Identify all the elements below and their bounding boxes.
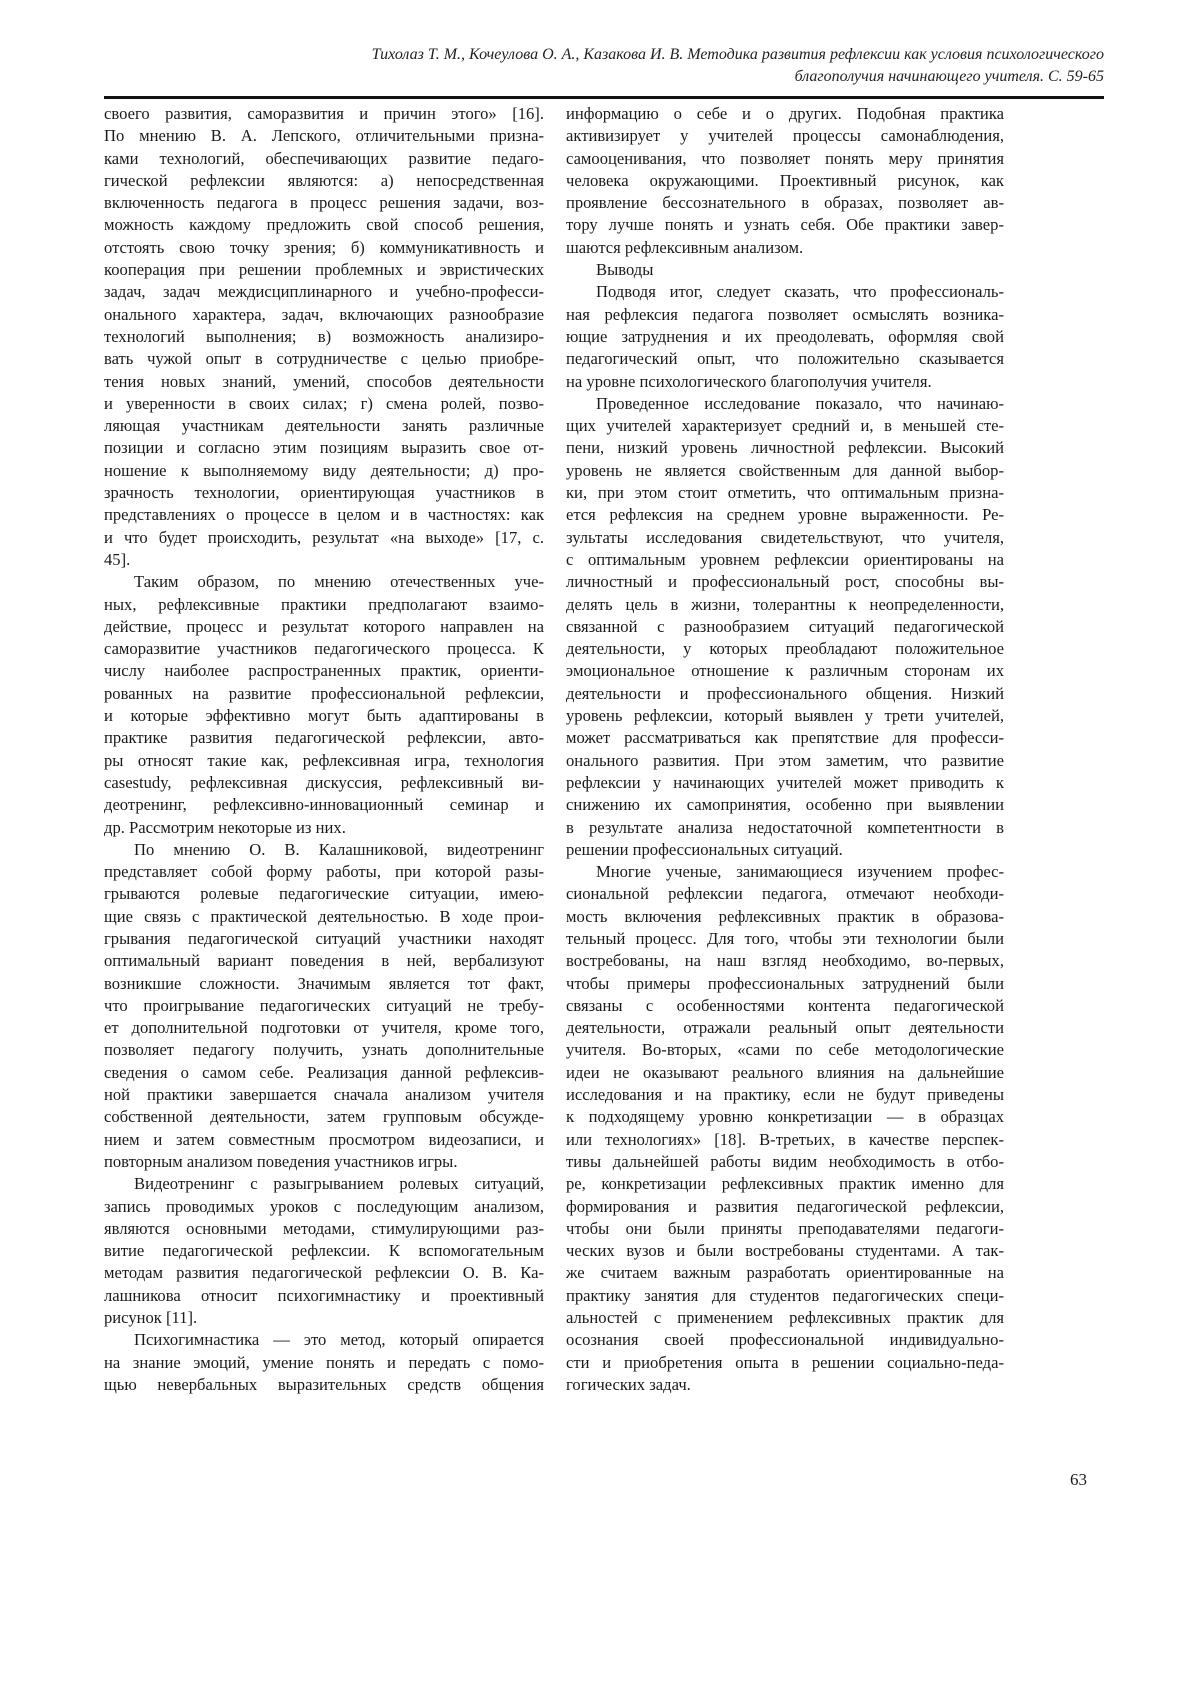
text-line: Проведенное исследование показало, что начинаю- (566, 393, 1004, 415)
text-line: позволяет педагогу получить, узнать дополнительные (104, 1039, 544, 1061)
text-line: оптимальный вариант поведения в ней, вербализуют (104, 950, 544, 972)
text-line: щие связь с практической деятельностью. В ходе прои- (104, 906, 544, 928)
text-line: на знание эмоций, умение понять и передать с помо- (104, 1352, 544, 1374)
text-line: альностей с применением рефлексивных практик для (566, 1307, 1004, 1329)
text-line: включенность педагога в процесс решения задачи, воз- (104, 192, 544, 214)
text-line: действие, процесс и результат которого направлен на (104, 616, 544, 638)
text-line: зультаты исследования свидетельствуют, что учителя, (566, 527, 1004, 549)
text-line: или технологиях» [18]. В-третьих, в качестве перспек- (566, 1129, 1004, 1151)
text-line: делять цель в жизни, толерантны к неопределенности, (566, 594, 1004, 616)
text-line: тору лучше понять и узнать себя. Обе практики завер- (566, 214, 1004, 236)
page-number: 63 (1070, 1470, 1087, 1490)
text-line: чтобы они были приняты преподавателями педагоги- (566, 1218, 1004, 1240)
text-line: представлениях о процессе в целом и в частностях: как (104, 504, 544, 526)
text-line: тельный процесс. Для того, чтобы эти технологии были (566, 928, 1004, 950)
text-line: связанной с разнообразием ситуаций педагогической (566, 616, 1004, 638)
text-line: решении профессиональных ситуаций. (566, 839, 1004, 861)
paragraph (566, 103, 1004, 259)
text-line: практику занятия для студентов педагогических специ- (566, 1285, 1004, 1307)
text-line: щью невербальных выразительных средств общения (104, 1374, 544, 1396)
text-line: ная рефлексия педагога позволяет осмыслять возника- (566, 304, 1004, 326)
text-line: ющие затруднения и их преодолевать, оформляя свой (566, 326, 1004, 348)
text-line: педагогический опыт, что положительно сказывается (566, 348, 1004, 370)
text-line: casestudy, рефлексивная дискуссия, рефлексивный ви- (104, 772, 544, 794)
text-line: уровень не является свойственным для данной выбор- (566, 460, 1004, 482)
paragraph (566, 861, 1004, 1396)
text-line: к подходящему уровню конкретизации — в образцах (566, 1106, 1004, 1128)
paragraph (104, 1173, 544, 1329)
text-line: сти и приобретения опыта в решении социально-педа- (566, 1352, 1004, 1374)
text-line: связаны с особенностями контента педагогической (566, 995, 1004, 1017)
text-line: щих учителей характеризует средний и, в меньшей сте- (566, 415, 1004, 437)
text-line: же считаем важным разработать ориентированные на (566, 1262, 1004, 1284)
text-line: активизирует у учителей процессы самонаблюдения, (566, 125, 1004, 147)
text-line: деятельности, у которых преобладают положительное (566, 638, 1004, 660)
text-line: на уровне психологического благополучия учителя. (566, 371, 1004, 393)
right-column (566, 103, 1004, 1396)
text-line: Выводы (566, 259, 1004, 281)
text-line: нием и затем совместным просмотром видеозаписи, и (104, 1129, 544, 1151)
running-header-line-1: Тихолаз Т. М., Кочеулова О. А., Казакова И. В. Методика развития рефлексии как условия психологического (104, 44, 1104, 66)
text-line: сведения о самом себе. Реализация данной рефлексив- (104, 1062, 544, 1084)
text-line: личностный и профессиональный рост, способны вы- (566, 571, 1004, 593)
text-line: и которые эффективно могут быть адаптированы в (104, 705, 544, 727)
text-line: исследования и на практику, если не будут приведены (566, 1084, 1004, 1106)
text-line: собственной деятельности, затем групповым обсужде- (104, 1106, 544, 1128)
text-line: онального характера, задач, включающих разнообразие (104, 304, 544, 326)
text-line: формирования и развития педагогической рефлексии, (566, 1196, 1004, 1218)
text-line: Подводя итог, следует сказать, что профессиональ- (566, 281, 1004, 303)
text-line: снижению их самопринятия, особенно при выявлении (566, 794, 1004, 816)
text-line: шаются рефлексивным анализом. (566, 237, 1004, 259)
text-line: По мнению В. А. Лепского, отличительными призна- (104, 125, 544, 147)
paragraph (566, 393, 1004, 861)
text-line: пени, низкий уровень личностной рефлексии. Высокий (566, 437, 1004, 459)
text-line: вать чужой опыт в сотрудничестве с целью приобре- (104, 348, 544, 370)
text-line: самооценивания, что позволяет понять меру принятия (566, 148, 1004, 170)
text-line: информацию о себе и о других. Подобная практика (566, 103, 1004, 125)
paragraph (104, 571, 544, 839)
text-line: и уверенности в своих силах; г) смена ролей, позво- (104, 393, 544, 415)
text-line: методам развития педагогической рефлексии О. В. Ка- (104, 1262, 544, 1284)
text-line: в результате анализа недостаточной компетентности в (566, 817, 1004, 839)
text-line: и что будет происходить, результат «на выходе» [17, с. (104, 527, 544, 549)
text-line: Видеотренинг с разыгрыванием ролевых ситуаций, (104, 1173, 544, 1195)
paragraph (104, 103, 544, 571)
text-line: осознания своей профессиональной индивидуально- (566, 1329, 1004, 1351)
text-line: ческих вузов и были востребованы студентами. А так- (566, 1240, 1004, 1262)
text-line: задач, задач междисциплинарного и учебно-професси- (104, 281, 544, 303)
text-line: являются основными методами, стимулирующими раз- (104, 1218, 544, 1240)
text-line: можность каждому предложить свой способ решения, (104, 214, 544, 236)
text-line: др. Рассмотрим некоторые из них. (104, 817, 544, 839)
text-line: ношение к выполняемому виду деятельности; д) про- (104, 460, 544, 482)
text-line: саморазвитие участников педагогического процесса. К (104, 638, 544, 660)
text-line: возникшие сложности. Значимым является тот факт, (104, 973, 544, 995)
running-header (104, 44, 1104, 88)
text-line: ки, при этом стоит отметить, что оптимальным призна- (566, 482, 1004, 504)
text-line: 45]. (104, 549, 544, 571)
text-line: повторным анализом поведения участников игры. (104, 1151, 544, 1173)
text-line: рефлексии у начинающих учителей может приводить к (566, 772, 1004, 794)
text-line: идеи не оказывают реального влияния на дальнейшие (566, 1062, 1004, 1084)
paragraph (566, 259, 1004, 281)
text-line: ры относят такие как, рефлексивная игра, технология (104, 750, 544, 772)
paragraph (104, 839, 544, 1173)
text-line: Многие ученые, занимающиеся изучением профес- (566, 861, 1004, 883)
text-line: практике развития педагогической рефлексии, авто- (104, 727, 544, 749)
header-rule (104, 96, 1104, 99)
text-line: ре, конкретизации рефлексивных практик именно для (566, 1173, 1004, 1195)
text-line: ет дополнительной подготовки от учителя, кроме того, (104, 1017, 544, 1039)
text-line: зрачность технологии, ориентирующая участников в (104, 482, 544, 504)
text-line: ками технологий, обеспечивающих развитие педаго- (104, 148, 544, 170)
text-line: ляющая участникам деятельности занять различные (104, 415, 544, 437)
text-line: запись проводимых уроков с последующим анализом, (104, 1196, 544, 1218)
text-line: учителя. Во-вторых, «сами по себе методологические (566, 1039, 1004, 1061)
text-line: ных, рефлексивные практики предполагают взаимо- (104, 594, 544, 616)
text-line: может рассматриваться как препятствие для професси- (566, 727, 1004, 749)
text-line: деятельности, отражали реальный опыт деятельности (566, 1017, 1004, 1039)
left-column (104, 103, 544, 1396)
text-line: эмоциональное отношение к различным сторонам их (566, 660, 1004, 682)
text-line: отстоять свою точку зрения; б) коммуникативность и (104, 237, 544, 259)
text-line: технологий выполнения; в) возможность анализиро- (104, 326, 544, 348)
text-line: уровень рефлексии, который выявлен у трети учителей, (566, 705, 1004, 727)
text-line: деятельности и профессионального общения. Низкий (566, 683, 1004, 705)
text-line: сиональной рефлексии педагога, отмечают необходи- (566, 883, 1004, 905)
paragraph (104, 1329, 544, 1396)
text-line: витие педагогической рефлексии. К вспомогательным (104, 1240, 544, 1262)
text-line: ется рефлексия на среднем уровне выраженности. Ре- (566, 504, 1004, 526)
text-line: проявление бессознательного в образах, позволяет ав- (566, 192, 1004, 214)
text-line: позиции и согласно этим позициям выразить свое от- (104, 437, 544, 459)
text-line: чтобы примеры профессиональных затруднений были (566, 973, 1004, 995)
text-line: мость включения рефлексивных практик в образова- (566, 906, 1004, 928)
text-line: ной практики завершается сначала анализом учителя (104, 1084, 544, 1106)
text-line: Психогимнастика — это метод, который опирается (104, 1329, 544, 1351)
text-line: грываются ролевые педагогические ситуации, имею- (104, 883, 544, 905)
text-line: Таким образом, по мнению отечественных уче- (104, 571, 544, 593)
text-line: тения новых знаний, умений, способов деятельности (104, 371, 544, 393)
text-line: лашникова относит психогимнастику и проективный (104, 1285, 544, 1307)
text-line: гической рефлексии являются: а) непосредственная (104, 170, 544, 192)
text-line: востребованы, на наш взгляд необходимо, во-первых, (566, 950, 1004, 972)
text-line: представляет собой форму работы, при которой разы- (104, 861, 544, 883)
running-header-line-2: благополучия начинающего учителя. С. 59-65 (104, 66, 1104, 88)
text-line: рованных на развитие профессиональной рефлексии, (104, 683, 544, 705)
text-line: деотренинг, рефлексивно-инновационный семинар и (104, 794, 544, 816)
text-line: числу наиболее распространенных практик, ориенти- (104, 660, 544, 682)
text-line: кооперация при решении проблемных и эвристических (104, 259, 544, 281)
text-line: грывания педагогической ситуаций участники находят (104, 928, 544, 950)
text-line: своего развития, саморазвития и причин этого» [16]. (104, 103, 544, 125)
text-line: что проигрывание педагогических ситуаций не требу- (104, 995, 544, 1017)
paragraph (566, 281, 1004, 392)
text-line: рисунок [11]. (104, 1307, 544, 1329)
text-line: По мнению О. В. Калашниковой, видеотренинг (104, 839, 544, 861)
text-line: тивы дальнейшей работы видим необходимость в отбо- (566, 1151, 1004, 1173)
text-line: человека окружающими. Проективный рисунок, как (566, 170, 1004, 192)
text-line: с оптимальным уровнем рефлексии ориентированы на (566, 549, 1004, 571)
text-line: гогических задач. (566, 1374, 1004, 1396)
text-line: онального развития. При этом заметим, что развитие (566, 750, 1004, 772)
